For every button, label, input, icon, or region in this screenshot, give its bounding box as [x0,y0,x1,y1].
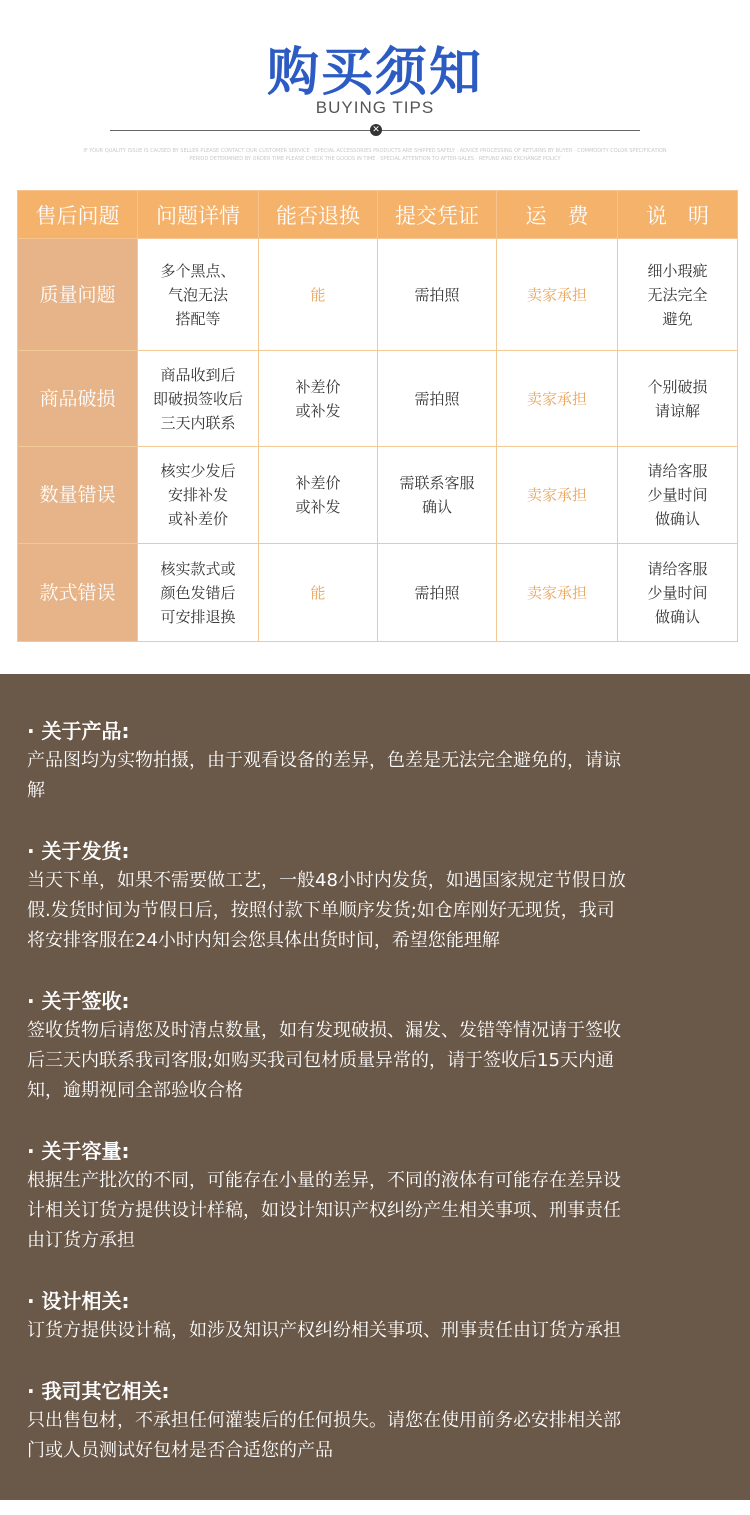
note-title: · 关于签收: [27,989,130,1013]
header-proof: 提交凭证 [378,191,497,239]
row-proof: 需拍照 [378,239,497,351]
row-note: 细小瑕疵 无法完全 避免 [618,239,738,351]
row-issue: 款式错误 [18,544,138,642]
row-returnable: 补差价 或补发 [259,351,378,447]
table-row [18,544,738,642]
fine-print-line-2: PERIOD DETERMINED BY ORDER TIME PLEASE CHECK THE GOODS IN TIME · SPECIAL ATTENTION TO AFTER-SALES · REFUND AND EXCHANGE POLICY [189,156,561,162]
row-shipping: 卖家承担 [497,351,618,447]
note-line: 门或人员测试好包材是否合适您的产品 [27,1440,333,1461]
row-detail: 核实少发后 安排补发 或补差价 [138,447,259,544]
table-row [18,351,738,447]
row-proof: 需拍照 [378,544,497,642]
note-shipping [27,836,727,956]
note-line: 根据生产批次的不同，可能存在小量的差异，不同的液体有可能存在差异设 [27,1170,621,1191]
header-detail: 问题详情 [138,191,259,239]
note-line: 将安排客服在24小时内知会您具体出货时间，希望您能理解 [27,930,500,951]
note-title: · 关于产品: [27,719,130,743]
row-detail: 商品收到后 即破损签收后 三天内联系 [138,351,259,447]
row-returnable: 能 [259,544,378,642]
note-product [27,716,727,806]
row-note: 请给客服 少量时间 做确认 [618,447,738,544]
fine-print-line-1: IF YOUR QUALITY ISSUE IS CAUSED BY SELLER PLEASE CONTACT OUR CUSTOMER SERVICE · SPECIAL ACCESSORIES PRODUCTS ARE SHIPPED SAFELY · ADVICE PROCESSING OF RETURNS BY BUYER · COMMODITY COLOR SPECIFICATION [83,148,667,154]
note-design [27,1286,727,1346]
close-icon: ✕ [370,124,382,136]
row-note: 请给客服 少量时间 做确认 [618,544,738,642]
row-issue: 数量错误 [18,447,138,544]
header-shipping: 运 费 [497,191,618,239]
header-issue: 售后问题 [18,191,138,239]
row-detail: 多个黑点、 气泡无法 搭配等 [138,239,259,351]
row-issue: 商品破损 [18,351,138,447]
table-row [18,447,738,544]
row-returnable: 补差价 或补发 [259,447,378,544]
note-line: 当天下单，如果不需要做工艺，一般48小时内发货，如遇国家规定节假日放 [27,870,626,891]
note-line: 假.发货时间为节假日后，按照付款下单顺序发货;如仓库刚好无现货，我司 [27,900,615,921]
header-returnable: 能否退换 [259,191,378,239]
table-row [18,239,738,351]
note-title: · 我司其它相关: [27,1379,170,1403]
notes-panel [0,674,750,1500]
note-line: 由订货方承担 [27,1230,135,1251]
row-shipping: 卖家承担 [497,447,618,544]
table-header-row [18,191,738,239]
note-other [27,1376,727,1466]
page-subtitle: BUYING TIPS [315,98,435,117]
note-title: · 关于容量: [27,1139,130,1163]
note-receipt [27,986,727,1106]
row-shipping: 卖家承担 [497,239,618,351]
note-line: 后三天内联系我司客服;如购买我司包材质量异常的，请于签收后15天内通 [27,1050,614,1071]
row-detail: 核实款式或 颜色发错后 可安排退换 [138,544,259,642]
note-capacity [27,1136,727,1256]
page-header [0,0,750,180]
note-line: 只出售包材，不承担任何灌装后的任何损失。请您在使用前务必安排相关部 [27,1410,621,1431]
note-title: · 设计相关: [27,1289,130,1313]
row-note: 个别破损 请谅解 [618,351,738,447]
header-note: 说 明 [618,191,738,239]
note-line: 产品图均为实物拍摄，由于观看设备的差异，色差是无法完全避免的，请谅 [27,750,621,771]
row-shipping: 卖家承担 [497,544,618,642]
note-title: · 关于发货: [27,839,130,863]
note-line: 订货方提供设计稿，如涉及知识产权纠纷相关事项、刑事责任由订货方承担 [27,1320,621,1341]
row-returnable: 能 [259,239,378,351]
after-sales-table [17,190,738,642]
row-issue: 质量问题 [18,239,138,351]
row-proof: 需拍照 [378,351,497,447]
note-line: 计相关订货方提供设计样稿，如设计知识产权纠纷产生相关事项、刑事责任 [27,1200,621,1221]
page-title: 购买须知 [266,43,483,103]
note-line: 知，逾期视同全部验收合格 [27,1080,243,1101]
note-line: 解 [27,780,45,801]
row-proof: 需联系客服 确认 [378,447,497,544]
note-line: 签收货物后请您及时清点数量，如有发现破损、漏发、发错等情况请于签收 [27,1020,621,1041]
